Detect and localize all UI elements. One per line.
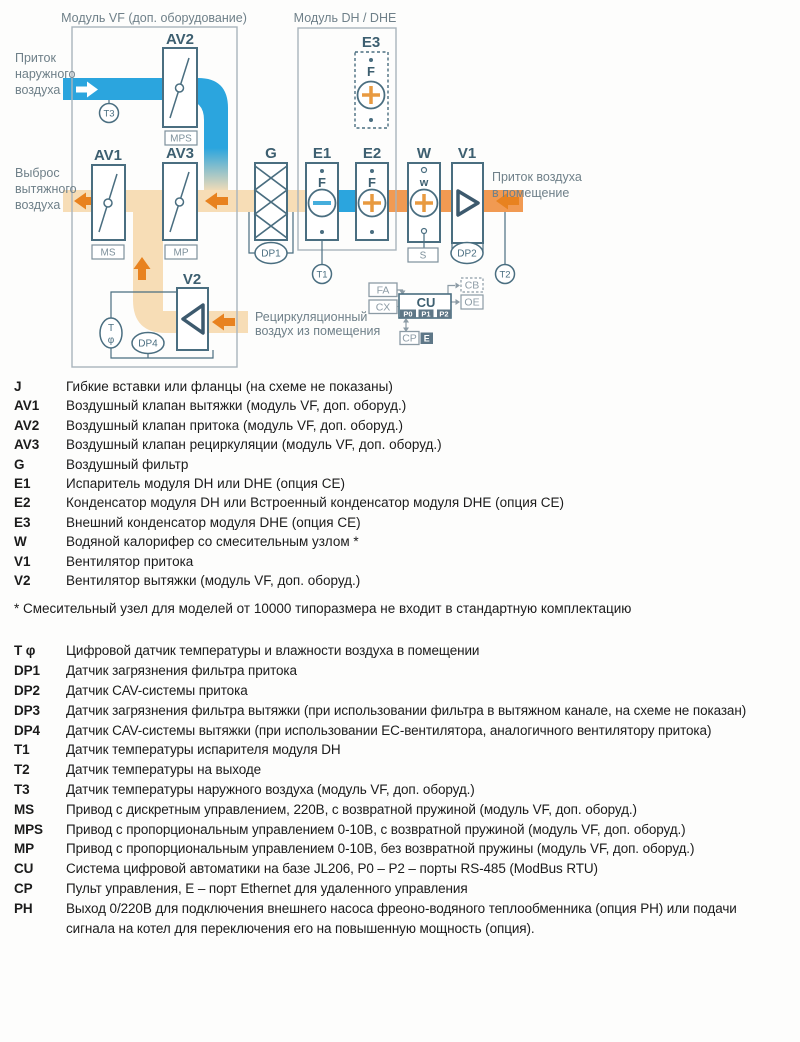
legend-group-sensors [0, 641, 788, 938]
svg-text:T2: T2 [499, 269, 511, 281]
legend-term: E3 [14, 514, 31, 530]
legend-term: V1 [14, 553, 31, 569]
legend-row [0, 571, 788, 590]
p2-label: P2 [439, 309, 449, 319]
svg-text:наружного: наружного [15, 67, 76, 81]
legend-desc: Привод с дискретным управлением, 220В, с возвратной пружиной (модуль VF, доп. оборуд.) [66, 801, 637, 817]
legend-row [0, 899, 788, 939]
av1-label: AV1 [93, 147, 123, 164]
legend-row [0, 377, 788, 396]
legend-term: MPS [14, 821, 43, 837]
legend-row [0, 661, 788, 681]
legend [0, 377, 788, 938]
legend-term: MS [14, 801, 35, 817]
av3-label: AV3 [165, 145, 195, 162]
legend-desc: Датчик температуры испарителя модуля DH [66, 742, 341, 758]
fa-label: FA [376, 284, 390, 297]
legend-group-components [0, 377, 788, 590]
w-label: W [416, 145, 432, 162]
legend-term: T3 [14, 782, 30, 798]
supply-duct-blue [63, 78, 228, 192]
legend-desc: Датчик CAV-системы вытяжки (при использовании EC-вентилятора, аналогичного вентилятору притока) [66, 722, 712, 738]
sensor-dp4 [132, 333, 164, 359]
legend-term: G [14, 456, 25, 472]
water-heater-w [408, 145, 440, 262]
sensor-t2 [496, 212, 515, 284]
legend-row [0, 740, 788, 760]
legend-row [0, 820, 788, 840]
e1-label: E1 [312, 145, 332, 162]
cb-label: CB [464, 279, 480, 292]
legend-row [0, 681, 788, 701]
legend-row [0, 701, 788, 721]
svg-text:φ: φ [107, 335, 115, 346]
legend-desc: Пульт управления, E – порт Ethernet для удаленного управления [66, 881, 468, 897]
evaporator-e1 [306, 145, 338, 265]
legend-term: DP3 [14, 702, 40, 718]
dp2-label: DP2 [457, 248, 477, 260]
mixing-unit-footnote: * Смесительный узел для моделей от 10000 типоразмера не входит в стандартную комплектацию [14, 601, 632, 617]
fan-v2 [177, 271, 208, 350]
ventilation-schematic [0, 0, 800, 372]
filter-g [249, 145, 293, 264]
legend-row [0, 552, 788, 571]
legend-desc: Вентилятор вытяжки (модуль VF, доп. оборуд.) [66, 573, 361, 589]
legend-row [0, 493, 788, 512]
p0-label: P0 [403, 309, 413, 319]
legend-term: DP2 [14, 683, 40, 699]
svg-text:Приток: Приток [15, 51, 56, 65]
sensor-t1 [313, 265, 332, 284]
legend-desc: Конденсатор модуля DH или Встроенный конденсатор модуля DHE (опция CE) [66, 495, 565, 511]
legend-desc: Датчик загрязнения фильтра притока [66, 663, 297, 679]
legend-row [0, 416, 788, 435]
legend-desc: Датчик CAV-системы притока [66, 683, 248, 699]
legend-term: E1 [14, 476, 31, 492]
legend-desc: Датчик загрязнения фильтра вытяжки (при использовании фильтра в вытяжном канале, на схеме не показан) [66, 702, 747, 718]
e2-label: E2 [362, 145, 382, 162]
svg-text:T: T [107, 323, 115, 334]
legend-term: CU [14, 861, 34, 877]
mps-label: MPS [170, 133, 192, 145]
module-dh-label: Модуль DH / DHE [293, 11, 397, 25]
legend-desc: Датчик температуры на выходе [66, 762, 262, 778]
svg-text:F: F [318, 175, 326, 190]
legend-row [0, 435, 788, 454]
e3-label: E3 [361, 34, 381, 51]
legend-row [0, 396, 788, 415]
dp1-label: DP1 [261, 248, 281, 260]
supply-room-label [492, 170, 582, 200]
cx-label: CX [375, 301, 391, 314]
legend-row [0, 532, 788, 551]
legend-term: T1 [14, 742, 30, 758]
recirc-air-label [255, 310, 380, 338]
e-label: E [423, 333, 430, 344]
legend-term: V2 [14, 573, 31, 589]
legend-term: PH [14, 900, 33, 916]
legend-row [0, 474, 788, 493]
legend-term: E2 [14, 495, 31, 511]
legend-desc: Система цифровой автоматики на базе JL206, P0 – P2 – порты RS-485 (ModBus RTU) [66, 861, 598, 877]
legend-desc: Воздушный клапан рециркуляции (модуль VF, доп. оборуд.) [66, 437, 442, 453]
legend-desc: Воздушный фильтр [66, 456, 189, 472]
svg-text:Рециркуляционный: Рециркуляционный [255, 310, 368, 324]
legend-term: MP [14, 841, 35, 857]
svg-text:T3: T3 [103, 108, 115, 120]
oe-label: OE [464, 296, 480, 309]
legend-term: J [14, 379, 22, 394]
legend-row [0, 839, 788, 859]
s-label: S [419, 250, 427, 262]
svg-text:воздуха: воздуха [15, 198, 61, 212]
svg-text:F: F [367, 64, 375, 79]
svg-text:w: w [419, 177, 429, 189]
damper-av1 [92, 147, 125, 259]
legend-term: DP4 [14, 722, 40, 738]
legend-term: T φ [14, 643, 36, 659]
legend-row [0, 780, 788, 800]
sensor-t3 [100, 100, 119, 123]
v1-label: V1 [457, 145, 477, 162]
legend-row [0, 721, 788, 741]
legend-row [0, 760, 788, 780]
legend-desc: Цифровой датчик температуры и влажности воздуха в помещении [66, 643, 480, 659]
svg-text:в помещение: в помещение [492, 186, 570, 200]
mp-label: MP [173, 247, 189, 259]
control-unit-cluster [369, 278, 483, 345]
legend-term: CP [14, 881, 33, 897]
legend-desc: Датчик температуры наружного воздуха (модуль VF, доп. оборуд.) [66, 782, 475, 798]
svg-text:воздуха: воздуха [15, 83, 61, 97]
svg-text:вытяжного: вытяжного [15, 182, 77, 196]
svg-text:Выброс: Выброс [15, 166, 60, 180]
p1-label: P1 [421, 309, 431, 319]
damper-av3 [163, 145, 197, 259]
svg-text:DP4: DP4 [138, 338, 158, 350]
av2-label: AV2 [165, 31, 195, 48]
cp-label: CP [402, 332, 417, 345]
condenser-e3 [355, 34, 388, 128]
legend-desc: Привод с пропорциональным управлением 0-10В, без возвратной пружины (модуль VF, доп. оборуд.) [66, 841, 695, 857]
svg-text:воздух из помещения: воздух из помещения [255, 324, 381, 338]
legend-term: AV1 [14, 398, 40, 414]
svg-text:Приток воздуха: Приток воздуха [492, 170, 582, 184]
legend-desc: Водяной калорифер со смесительным узлом * [66, 534, 359, 550]
legend-term: AV3 [14, 437, 40, 453]
legend-desc: Привод с пропорциональным управлением 0-10В, с возвратной пружиной (модуль VF, доп. оборуд.) [66, 821, 686, 837]
legend-desc: Воздушный клапан вытяжки (модуль VF, доп. оборуд.) [66, 398, 407, 414]
g-label: G [265, 145, 277, 162]
legend-row [0, 455, 788, 474]
cu-label: CU [416, 295, 436, 310]
legend-term: T2 [14, 762, 30, 778]
module-vf-label: Модуль VF (доп. оборудование) [61, 11, 247, 25]
legend-desc: Воздушный клапан притока (модуль VF, доп. оборуд.) [66, 417, 403, 433]
svg-text:T1: T1 [316, 269, 328, 281]
legend-term: W [14, 534, 27, 550]
legend-row [0, 513, 788, 532]
legend-desc: Испаритель модуля DH или DHE (опция CE) [66, 476, 345, 492]
fan-v1 [451, 145, 483, 264]
legend-desc: Внешний конденсатор модуля DHE (опция CE) [66, 514, 361, 530]
legend-term: DP1 [14, 663, 40, 679]
legend-row [0, 800, 788, 820]
legend-desc: Гибкие вставки или фланцы (на схеме не показаны) [66, 379, 393, 394]
v2-label: V2 [182, 271, 202, 288]
legend-desc: Вентилятор притока [66, 553, 194, 569]
legend-row [0, 859, 788, 879]
svg-text:F: F [368, 175, 376, 190]
damper-av2 [163, 31, 197, 145]
legend-desc: Выход 0/220В для подключения внешнего насоса фреоно-водяного теплообменника (опция PH) или подачи сигнала на котел для переключения его на повышенную мощность (опция). [66, 900, 737, 936]
condenser-e2 [356, 145, 388, 240]
legend-term: AV2 [14, 417, 40, 433]
ms-label: MS [100, 247, 116, 259]
legend-row [0, 641, 788, 661]
legend-row [0, 879, 788, 899]
